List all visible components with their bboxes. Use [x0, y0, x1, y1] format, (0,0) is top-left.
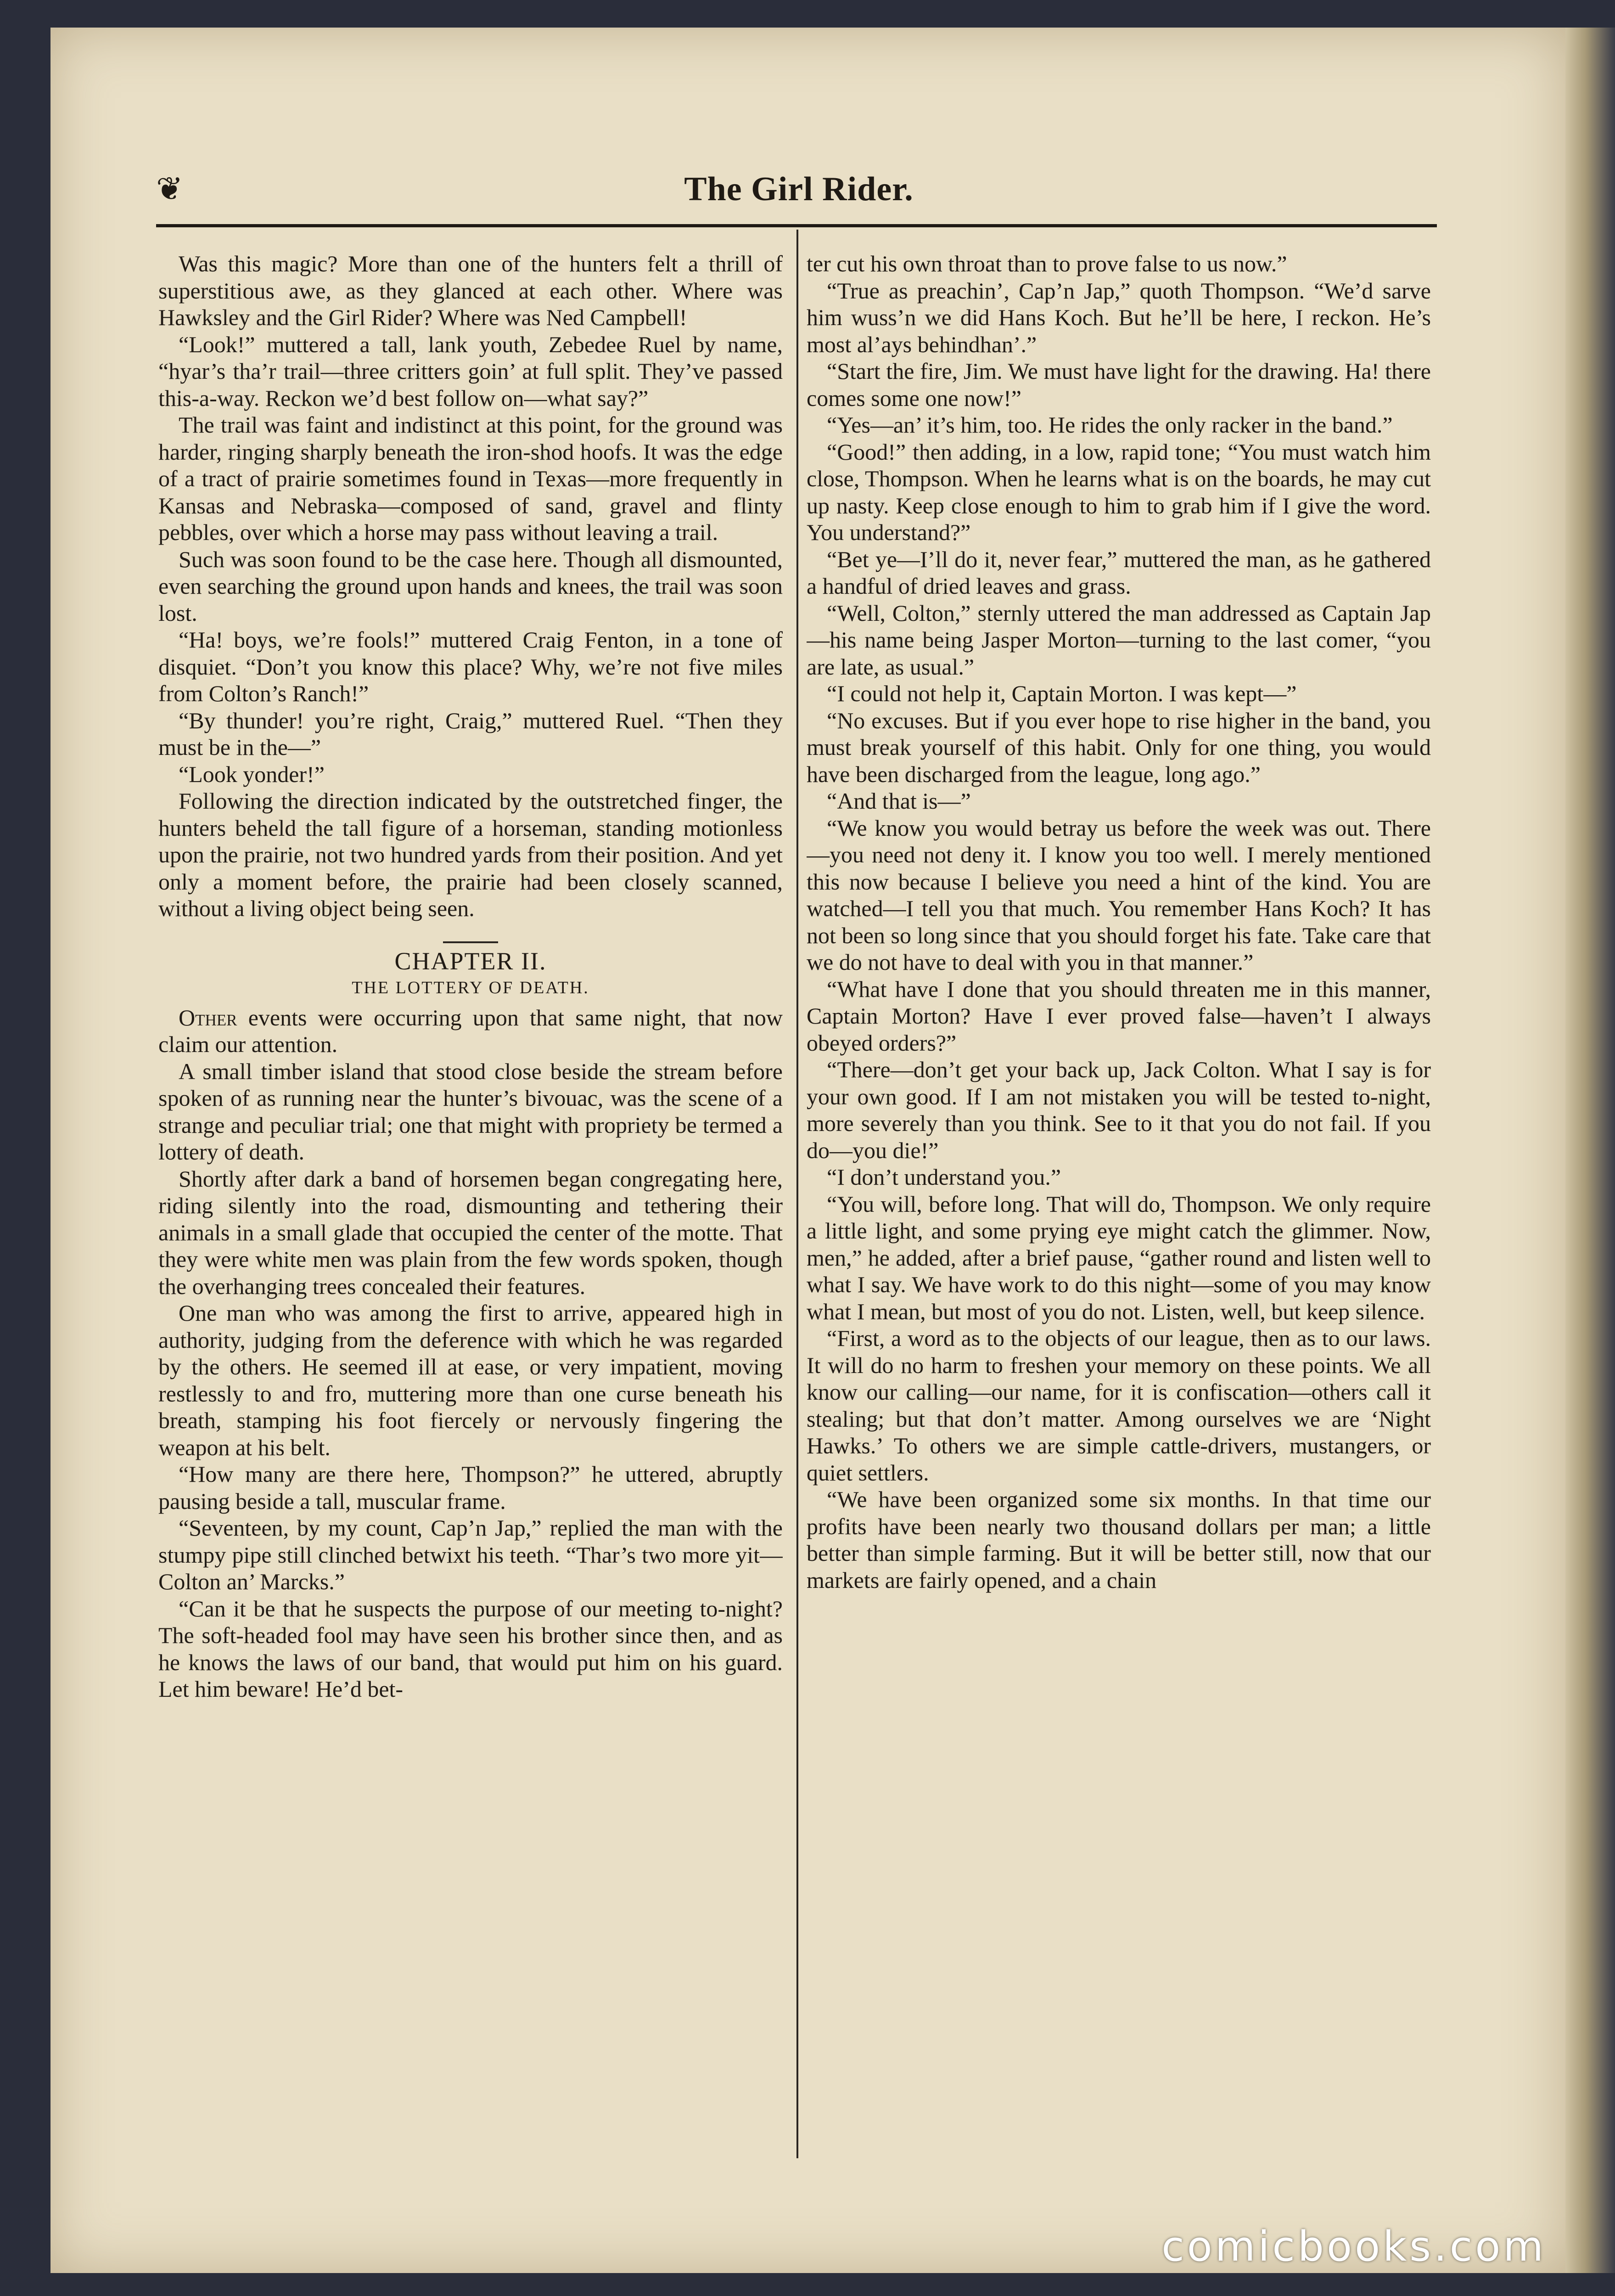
- paragraph-text: “I don’t understand you.”: [827, 1164, 1061, 1190]
- paragraph: [158, 331, 783, 412]
- paragraph-text: “We know you would betray us before the week was out. There—you need not deny it. I know you too well. I merely mentioned this now because I believe you need a hint of the kind. You are watched—I tell you that much. You remember Hans Koch? It has not been so long since that you should forget his fate. Take care that we do not have to deal with you in that manner.”: [807, 815, 1431, 975]
- paragraph: [807, 1191, 1431, 1325]
- chapter-heading: [158, 941, 783, 1002]
- paragraph-text: “By thunder! you’re right, Craig,” muttered Ruel. “Then they must be in the—”: [158, 707, 783, 760]
- paragraph-text: Was this magic? More than one of the hunters felt a thrill of superstitious awe, as they glanced at each other. Where was Hawksley and the Girl Rider? Where was Ned Campbell!: [158, 251, 783, 330]
- running-header: [156, 152, 1441, 225]
- paragraph-text: One man who was among the first to arrive, appeared high in authority, judging from the deference with which he was regarded by the others. He seemed ill at ease, or very impatient, moving restlessly to and fro, muttering more than one curse beneath his breath, stamping his foot fiercely or nervously fingering the weapon at his belt.: [158, 1300, 783, 1460]
- paragraph: [807, 439, 1431, 546]
- paragraph: [158, 761, 783, 788]
- paragraph-text: ter cut his own throat than to prove false to us now.”: [807, 251, 1287, 276]
- right-column-paragraphs: [807, 250, 1431, 1593]
- paragraph-text: “There—don’t get your back up, Jack Colton. What I say is for your own good. If I am not mistaken you will be tested to-night, more severely than you think. See to it that you do not fail. If you do—you die!”: [807, 1057, 1431, 1163]
- paragraph: [807, 546, 1431, 600]
- paragraph-text: events were occurring upon that same night, that now claim our attention.: [158, 1004, 783, 1057]
- paragraph-text: “First, a word as to the objects of our league, then as to our laws. It will do no harm to freshen your memory on these points. We all know our calling—our name, for it is confiscation—others call it stealing; but that don’t matter. Among ourselves we are ‘Night Hawks.’ To others we are simple cattle-drivers, mustangers, or quiet settlers.: [807, 1325, 1431, 1486]
- paragraph: [158, 1165, 783, 1300]
- watermark: comicbooks.com: [1161, 2223, 1546, 2271]
- paragraph: [158, 1595, 783, 1703]
- paragraph-text: “Yes—an’ it’s him, too. He rides the only racker in the band.”: [827, 412, 1393, 438]
- paragraph: [158, 1300, 783, 1461]
- paragraph: [807, 976, 1431, 1057]
- paragraph-text: “You will, before long. That will do, Thompson. We only require a little light, and some prying eye might catch the glimmer. Now, men,” he added, after a brief pause, “gather round and listen well to what I say. We have work to do this night—some of you may know what I mean, but most of you do not. Listen, well, but keep silence.: [807, 1191, 1431, 1324]
- paragraph: [807, 680, 1431, 707]
- header-rule: [156, 224, 1437, 227]
- paragraph: [807, 600, 1431, 681]
- paragraph-text: “I could not help it, Captain Morton. I was kept—”: [827, 681, 1297, 706]
- paragraph: [807, 277, 1431, 358]
- paragraph: [807, 815, 1431, 976]
- paragraph: [158, 411, 783, 546]
- left-column-paragraphs-2: [158, 1004, 783, 1703]
- left-column-paragraphs: [158, 250, 783, 922]
- paragraph-text: “Ha! boys, we’re fools!” muttered Craig Fenton, in a tone of disquiet. “Don’t you know this place? Why, we’re not five miles from Colton’s Ranch!”: [158, 627, 783, 706]
- paragraph: [158, 626, 783, 707]
- paragraph: [807, 1325, 1431, 1486]
- column-divider: [796, 230, 798, 2158]
- paragraph-text: “Start the fire, Jim. We must have light for the drawing. Ha! there comes some one now!”: [807, 358, 1431, 411]
- paragraph: [807, 1486, 1431, 1593]
- paragraph-text: “Look yonder!”: [179, 761, 325, 787]
- paragraph: [158, 546, 783, 627]
- paragraph-text: “True as preachin’, Cap’n Jap,” quoth Thompson. “We’d sarve him wuss’n we did Hans Koch. But he’ll be here, I reckon. He’s most al’ays behindhan’.”: [807, 277, 1431, 357]
- left-column: [158, 250, 783, 2142]
- chapter-title: CHAPTER II.: [394, 947, 547, 975]
- paragraph-text: “Good!” then adding, in a low, rapid tone; “You must watch him close, Thompson. When he learns what is on the boards, he may cut up nasty. Keep close enough to him to grab him if I give the word. You understand?”: [807, 439, 1431, 545]
- paragraph-text: “Well, Colton,” sternly uttered the man addressed as Captain Jap—his name being Jasper Morton—turning to the last comer, “you are late, as usual.”: [807, 600, 1431, 680]
- paragraph: [807, 788, 1431, 815]
- paragraph: [158, 707, 783, 761]
- lead-word: Other: [179, 1004, 237, 1030]
- paragraph-text: “What have I done that you should threaten me in this manner, Captain Morton? Have I ever proved false—haven’t I always obeyed orders?”: [807, 976, 1431, 1056]
- running-title: The Girl Rider.: [684, 170, 914, 208]
- paragraph: [807, 411, 1431, 439]
- paragraph: [158, 1461, 783, 1514]
- chapter-subtitle: THE LOTTERY OF DEATH.: [352, 978, 589, 997]
- paragraph-text: The trail was faint and indistinct at this point, for the ground was harder, ringing sharply beneath the iron-shod hoofs. It was the edge of a tract of prairie sometimes found in Texas—more frequently in Kansas and Nebraska—composed of sand, gravel and flinty pebbles, over which a horse may pass without leaving a trail.: [158, 412, 783, 545]
- paragraph-text: “And that is—”: [827, 788, 971, 814]
- paragraph-text: “Bet ye—I’ll do it, never fear,” muttered the man, as he gathered a handful of dried leaves and grass.: [807, 546, 1431, 599]
- paragraph-text: A small timber island that stood close beside the stream before spoken of as running near the hunter’s bivouac, was the scene of a strange and peculiar trial; one that might with propriety be termed a lottery of death.: [158, 1058, 783, 1165]
- paragraph: [807, 250, 1431, 277]
- paragraph-text: “Can it be that he suspects the purpose of our meeting to-night? The soft-headed fool may have seen his brother since then, and as he knows the laws of our band, that would put him on his guard. Let him beware! He’d bet-: [158, 1595, 783, 1702]
- paragraph-text: “How many are there here, Thompson?” he uttered, abruptly pausing beside a tall, muscular frame.: [158, 1461, 783, 1514]
- paragraph-text: “Seventeen, by my count, Cap’n Jap,” replied the man with the stumpy pipe still clinched betwixt his teeth. “Thar’s two more yit—Colton an’ Marcks.”: [158, 1515, 783, 1594]
- header-ornament: ❦: [156, 172, 183, 207]
- paragraph: [807, 1164, 1431, 1191]
- paragraph: [807, 707, 1431, 788]
- paragraph: [807, 1056, 1431, 1164]
- paragraph-text: Following the direction indicated by the outstretched finger, the hunters beheld the tall figure of a horseman, standing motionless upon the prairie, not two hundred yards from their position. And yet only a moment before, the prairie had been closely scanned, without a living object being seen.: [158, 788, 783, 921]
- paragraph: [807, 358, 1431, 411]
- right-column: [807, 250, 1431, 2142]
- paragraph-text: “No excuses. But if you ever hope to rise higher in the band, you must break yourself of this habit. Only for one thing, you would have been discharged from the league, long ago.”: [807, 707, 1431, 787]
- binding-spine: [1565, 28, 1615, 2273]
- paragraph-text: Such was soon found to be the case here. Though all dismounted, even searching the ground upon hands and knees, the trail was soon lost.: [158, 546, 783, 626]
- paragraph: [158, 1058, 783, 1165]
- paragraph-text: “Look!” muttered a tall, lank youth, Zebedee Ruel by name, “hyar’s tha’r trail—three critters goin’ at full split. They’ve passed this-a-way. Reckon we’d best follow on—what say?”: [158, 331, 783, 411]
- paragraph: [158, 250, 783, 331]
- paragraph-text: Shortly after dark a band of horsemen began congregating here, riding silently into the road, dismounting and tethering their animals in a small glade that occupied the center of the motte. That they were white men was plain from the few words spoken, though the overhanging trees concealed their features.: [158, 1165, 783, 1299]
- paragraph: [158, 788, 783, 922]
- chapter-rule: [443, 941, 498, 943]
- paragraph-text: “We have been organized some six months. In that time our profits have been nearly two thousand dollars per man; a little better than simple farming. But it will be better still, now that our markets are fairly opened, and a chain: [807, 1486, 1431, 1593]
- paragraph: [158, 1514, 783, 1595]
- paragraph: [158, 1004, 783, 1058]
